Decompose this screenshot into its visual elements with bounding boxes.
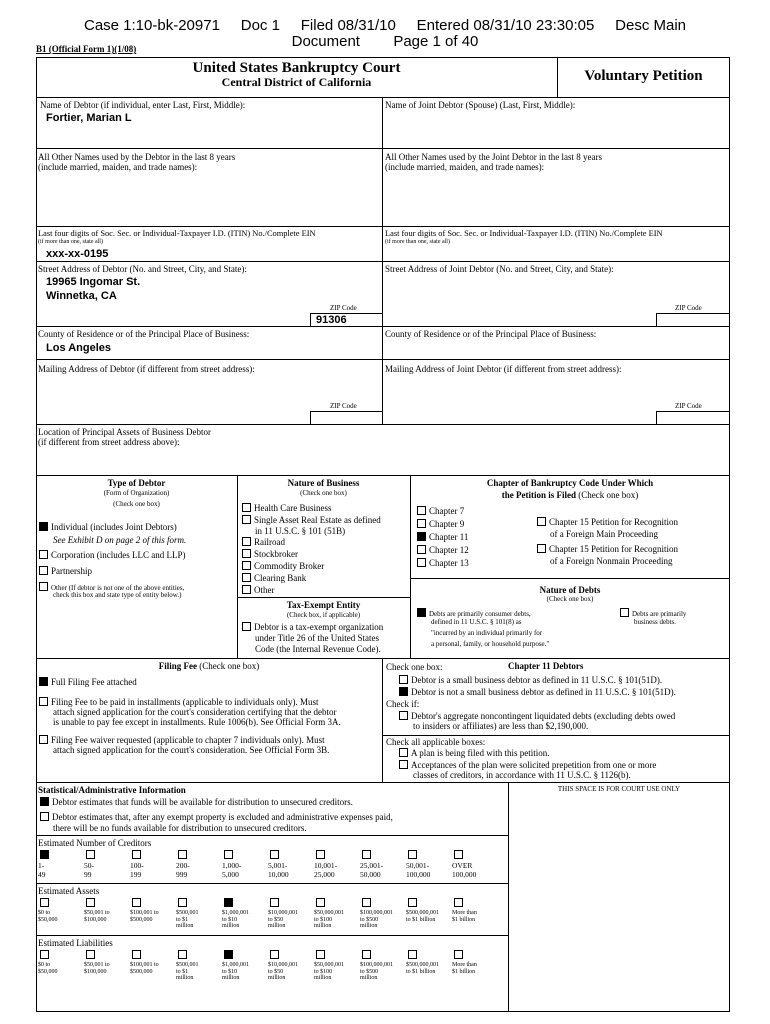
chapter-15-nonmain-checkbox[interactable] bbox=[537, 544, 546, 553]
installments-checkbox[interactable] bbox=[39, 697, 48, 706]
creditors-range-label: OVER bbox=[452, 861, 473, 870]
stockbroker-label: Stockbroker bbox=[254, 549, 298, 559]
liabilities-checkbox[interactable] bbox=[86, 950, 95, 959]
no-funds-l1: Debtor estimates that, after any exempt property is excluded and administrative expenses paid, bbox=[52, 812, 393, 822]
creditors-range-label: 50,000 bbox=[360, 869, 381, 879]
joint-address-label: Street Address of Joint Debtor (No. and Street, City, and State): bbox=[385, 264, 614, 274]
creditors-range-label: 200- bbox=[176, 861, 190, 870]
liabilities-range-label: $1,000,001 bbox=[222, 962, 249, 968]
assets-checkbox[interactable] bbox=[178, 898, 187, 907]
liabilities-range-label: More than bbox=[452, 962, 477, 968]
assets-checkbox[interactable] bbox=[40, 898, 49, 907]
liabilities-range-label: $100,001 to bbox=[130, 962, 159, 968]
creditors-checkbox[interactable] bbox=[362, 850, 371, 859]
debtor-other-names-label: All Other Names used by the Debtor in the last 8 years bbox=[38, 152, 236, 162]
debtor-zip[interactable]: 91306 bbox=[316, 314, 347, 326]
statistical-title: Statistical/Administrative Information bbox=[38, 785, 186, 795]
creditors-checkbox[interactable] bbox=[178, 850, 187, 859]
installments-l3: is unable to pay fee except in installments. Rule 1006(b). See Official Form 3A. bbox=[53, 717, 341, 727]
fee-waiver-l1: Filing Fee waiver requested (applicable to chapter 7 individuals only). Must bbox=[51, 735, 325, 745]
liabilities-range-label: $50,000,001 bbox=[314, 962, 344, 968]
assets-checkbox[interactable] bbox=[86, 898, 95, 907]
nature-debts-sub: (Check one box) bbox=[546, 595, 594, 603]
assets-range-label: to $10 bbox=[222, 916, 238, 923]
debtor-ssn-label: Last four digits of Soc. Sec. or Individual-Taxpayer I.D. (ITIN) No./Complete EIN bbox=[38, 229, 316, 238]
tax-exempt-l3: Code (the Internal Revenue Code). bbox=[255, 644, 381, 654]
liabilities-range-label: to $1 billion bbox=[406, 968, 436, 975]
health-care-checkbox[interactable] bbox=[242, 503, 251, 512]
assets-checkbox[interactable] bbox=[362, 898, 371, 907]
single-asset-checkbox[interactable] bbox=[242, 515, 251, 524]
liabilities-option bbox=[130, 950, 176, 975]
liabilities-checkbox[interactable] bbox=[454, 950, 463, 959]
chapter-13-checkbox[interactable] bbox=[417, 558, 426, 567]
location-label-1: Location of Principal Assets of Business Debtor bbox=[38, 427, 211, 437]
health-care-label: Health Care Business bbox=[254, 503, 332, 513]
creditors-range-label: 100- bbox=[130, 861, 144, 870]
liabilities-option bbox=[176, 950, 222, 982]
liabilities-option bbox=[360, 950, 406, 982]
liabilities-checkbox[interactable] bbox=[224, 950, 233, 959]
chapter-11-checkbox[interactable] bbox=[417, 532, 426, 541]
debtor-address-line1[interactable]: 19965 Ingomar St. bbox=[46, 276, 141, 288]
liabilities-option bbox=[38, 950, 84, 975]
creditors-option bbox=[268, 850, 314, 879]
assets-option bbox=[360, 898, 406, 930]
chapter-9-label: Chapter 9 bbox=[429, 519, 465, 529]
liabilities-option bbox=[452, 950, 498, 975]
creditors-option bbox=[38, 850, 84, 879]
form-id: B1 (Official Form 1)(1/08) bbox=[36, 44, 137, 54]
assets-checkbox[interactable] bbox=[408, 898, 417, 907]
joint-mailing-zip-box bbox=[656, 411, 730, 424]
liabilities-option bbox=[314, 950, 360, 982]
business-debts-l1: Debts are primarily bbox=[632, 610, 687, 618]
tax-exempt-title: Tax-Exempt Entity bbox=[286, 600, 361, 610]
liabilities-checkbox[interactable] bbox=[132, 950, 141, 959]
liabilities-range-label: $50,000 bbox=[38, 968, 58, 975]
commodity-broker-checkbox[interactable] bbox=[242, 561, 251, 570]
debtor-other-names-sub: (include married, maiden, and trade names): bbox=[38, 162, 198, 172]
partnership-checkbox[interactable] bbox=[39, 566, 48, 575]
chapter-15-nonmain-label-2: of a Foreign Nonmain Proceeding bbox=[550, 556, 673, 566]
liabilities-range-label: $500,000,001 bbox=[406, 962, 439, 968]
chapter-12-label: Chapter 12 bbox=[429, 545, 469, 555]
assets-range-label: $50,000,001 bbox=[314, 910, 344, 916]
creditors-option bbox=[452, 850, 498, 879]
ch11-title: Chapter 11 Debtors bbox=[508, 661, 584, 671]
individual-checkbox[interactable] bbox=[39, 522, 48, 531]
creditors-range-label: 49 bbox=[38, 869, 46, 879]
liabilities-range-label: $100,000 bbox=[84, 968, 107, 975]
liabilities-range-label: $50,001 to bbox=[84, 962, 110, 968]
assets-range-label: to $100 bbox=[314, 916, 333, 923]
liabilities-label: Estimated Liabilities bbox=[38, 938, 113, 948]
assets-option bbox=[314, 898, 360, 930]
creditors-range-label: 100,000 bbox=[452, 869, 477, 879]
assets-option bbox=[38, 898, 84, 923]
assets-range-label: to $1 bbox=[176, 916, 189, 923]
corporation-label: Corporation (includes LLC and LLP) bbox=[51, 550, 186, 560]
clearing-bank-checkbox[interactable] bbox=[242, 573, 251, 582]
creditors-option bbox=[84, 850, 130, 879]
liabilities-range-label: $500,000 bbox=[130, 968, 153, 975]
liabilities-range-label: million bbox=[268, 975, 286, 982]
debtor-ssn[interactable]: xxx-xx-0195 bbox=[46, 248, 109, 260]
chapter-title-2: the Petition is Filed bbox=[501, 490, 576, 500]
business-debts-checkbox[interactable] bbox=[620, 608, 629, 617]
joint-ssn-sub: (if more than one, state all) bbox=[385, 239, 450, 245]
consumer-debts-l4: a personal, family, or household purpose." bbox=[431, 640, 550, 648]
business-debts-l2: business debts. bbox=[634, 618, 676, 626]
nature-debts-title: Nature of Debts bbox=[539, 585, 601, 595]
assets-range-label: million bbox=[314, 923, 332, 930]
creditors-checkbox[interactable] bbox=[408, 850, 417, 859]
joint-mailing-zip-label: ZIP Code bbox=[675, 402, 702, 410]
liabilities-option bbox=[84, 950, 130, 975]
consumer-debts-l1: Debts are primarily consumer debts, bbox=[429, 610, 531, 618]
creditors-option bbox=[406, 850, 452, 879]
consumer-debts-l3: "incurred by an individual primarily for bbox=[431, 629, 543, 637]
assets-range-label: $1 billion bbox=[452, 916, 476, 923]
single-asset-label-2: in 11 U.S.C. § 101 (51B) bbox=[255, 526, 346, 536]
creditors-range-label: 50,001- bbox=[406, 861, 430, 870]
liabilities-range-label: million bbox=[314, 975, 332, 982]
assets-option bbox=[222, 898, 268, 930]
aggregate-debts-l1: Debtor's aggregate noncontingent liquidated debts (excluding debts owed bbox=[411, 711, 676, 721]
assets-option bbox=[130, 898, 176, 923]
chapter-13-label: Chapter 13 bbox=[429, 558, 469, 568]
location-label-2: (if different from street address above): bbox=[38, 437, 180, 447]
acceptances-l1: Acceptances of the plan were solicited prepetition from one or more bbox=[411, 760, 657, 770]
assets-option bbox=[452, 898, 498, 923]
liabilities-checkbox[interactable] bbox=[40, 950, 49, 959]
liabilities-option bbox=[222, 950, 268, 982]
assets-range-label: $10,000,001 bbox=[268, 910, 298, 916]
assets-range-label: $100,001 to bbox=[130, 910, 159, 916]
liabilities-range-label: to $10 bbox=[222, 968, 238, 975]
liabilities-option bbox=[268, 950, 314, 982]
assets-range-label: $100,000,001 bbox=[360, 910, 393, 916]
joint-name-label: Name of Joint Debtor (Spouse) (Last, First, Middle): bbox=[385, 100, 576, 110]
chapter-15-nonmain-label-1: Chapter 15 Petition for Recognition bbox=[549, 544, 678, 554]
liabilities-checkbox[interactable] bbox=[316, 950, 325, 959]
court-district: Central District of California bbox=[221, 75, 372, 89]
creditors-checkbox[interactable] bbox=[224, 850, 233, 859]
tax-exempt-l1: Debtor is a tax-exempt organization bbox=[254, 622, 384, 632]
case-header-line1: Case 1:10-bk-20971 Doc 1 Filed 08/31/10 Entered 08/31/10 23:30:05 Desc Main bbox=[83, 17, 687, 34]
chapter-7-checkbox[interactable] bbox=[417, 506, 426, 515]
creditors-range-label: 1,000- bbox=[222, 861, 242, 870]
chapter-15-main-label-2: of a Foreign Main Proceeding bbox=[550, 529, 658, 539]
assets-option bbox=[84, 898, 130, 923]
creditors-label: Estimated Number of Creditors bbox=[38, 838, 152, 848]
chapter-12-checkbox[interactable] bbox=[417, 545, 426, 554]
creditors-checkbox[interactable] bbox=[316, 850, 325, 859]
creditors-range-label: 25,001- bbox=[360, 861, 384, 870]
nature-business-sub: (Check one box) bbox=[300, 489, 347, 497]
joint-mailing-label: Mailing Address of Joint Debtor (if different from street address): bbox=[385, 364, 622, 374]
debtor-name-label: Name of Debtor (if individual, enter Last, First, Middle): bbox=[40, 100, 246, 110]
liabilities-range-label: $500,001 bbox=[176, 962, 199, 968]
liabilities-range-label: million bbox=[222, 975, 240, 982]
liabilities-checkbox[interactable] bbox=[270, 950, 279, 959]
chapter-title-sub: (Check one box) bbox=[578, 490, 639, 500]
chapter-7-label: Chapter 7 bbox=[429, 506, 465, 516]
railroad-label: Railroad bbox=[254, 537, 285, 547]
petition-title: Voluntary Petition bbox=[584, 68, 703, 84]
assets-checkbox[interactable] bbox=[454, 898, 463, 907]
ch11-check-one: Check one box: bbox=[386, 662, 443, 672]
assets-checkbox[interactable] bbox=[316, 898, 325, 907]
assets-checkbox[interactable] bbox=[224, 898, 233, 907]
small-business-label: Debtor is a small business debtor as defined in 11 U.S.C. § 101(51D). bbox=[411, 675, 663, 685]
tax-exempt-sub: (Check box, if applicable) bbox=[286, 611, 361, 619]
liabilities-range-label: $100,000,001 bbox=[360, 962, 393, 968]
creditors-range-label: 1- bbox=[38, 861, 45, 870]
chapter-title-1: Chapter of Bankruptcy Code Under Which bbox=[486, 478, 654, 488]
debtor-name[interactable]: Fortier, Marian L bbox=[46, 112, 132, 124]
assets-range-label: million bbox=[222, 923, 240, 930]
chapter-11-label: Chapter 11 bbox=[429, 532, 469, 542]
creditors-range-label: 10,000 bbox=[268, 869, 289, 879]
creditors-range-label: 999 bbox=[176, 869, 188, 879]
creditors-range-label: 10,001- bbox=[314, 861, 338, 870]
liabilities-range-label: $0 to bbox=[38, 962, 51, 968]
liabilities-range-label: $10,000,001 bbox=[268, 962, 298, 968]
assets-range-label: $500,000 bbox=[130, 916, 153, 923]
liabilities-checkbox[interactable] bbox=[362, 950, 371, 959]
assets-range-label: to $50 bbox=[268, 916, 284, 923]
assets-checkbox[interactable] bbox=[132, 898, 141, 907]
assets-option bbox=[268, 898, 314, 930]
railroad-checkbox[interactable] bbox=[242, 537, 251, 546]
assets-range-label: More than bbox=[452, 910, 477, 916]
tax-exempt-l2: under Title 26 of the United States bbox=[255, 633, 379, 643]
other-business-label: Other bbox=[254, 585, 275, 595]
liabilities-range-label: to $1 bbox=[176, 968, 189, 975]
commodity-broker-label: Commodity Broker bbox=[254, 561, 325, 571]
ch11-check-all: Check all applicable boxes: bbox=[386, 737, 486, 747]
creditors-range-label: 5,000 bbox=[222, 869, 239, 879]
creditors-checkbox[interactable] bbox=[86, 850, 95, 859]
chapter-9-checkbox[interactable] bbox=[417, 519, 426, 528]
assets-range-label: to $1 billion bbox=[406, 916, 436, 923]
no-funds-l2: there will be no funds available for distribution to unsecured creditors. bbox=[53, 823, 307, 833]
plan-filed-label: A plan is being filed with this petition. bbox=[411, 748, 550, 758]
assets-label: Estimated Assets bbox=[38, 886, 100, 896]
installments-l2: attach signed application for the court's consideration certifying that the debtor bbox=[53, 707, 337, 717]
creditors-range-label: 5,001- bbox=[268, 861, 288, 870]
assets-range-label: $1,000,001 bbox=[222, 910, 249, 916]
other-business-checkbox[interactable] bbox=[242, 585, 251, 594]
debtor-mailing-zip-box bbox=[310, 411, 382, 424]
assets-range-label: million bbox=[360, 923, 378, 930]
not-small-business-checkbox[interactable] bbox=[399, 687, 408, 696]
acceptances-l2: classes of creditors, in accordance with 11 U.S.C. § 1126(b). bbox=[413, 770, 631, 780]
creditors-checkbox[interactable] bbox=[270, 850, 279, 859]
partnership-label: Partnership bbox=[51, 566, 92, 576]
joint-ssn-label: Last four digits of Soc. Sec. or Individual-Taxpayer I.D. (ITIN) No./Complete EIN bbox=[385, 229, 663, 238]
liabilities-checkbox[interactable] bbox=[178, 950, 187, 959]
creditors-option bbox=[176, 850, 222, 879]
full-fee-label: Full Filing Fee attached bbox=[51, 677, 137, 687]
creditors-option bbox=[314, 850, 360, 879]
small-business-checkbox[interactable] bbox=[399, 675, 408, 684]
debtor-ssn-sub: (if more than one, state all) bbox=[38, 239, 103, 245]
no-funds-checkbox[interactable] bbox=[40, 812, 49, 821]
liabilities-checkbox[interactable] bbox=[408, 950, 417, 959]
clearing-bank-label: Clearing Bank bbox=[254, 573, 307, 583]
assets-range-label: million bbox=[176, 923, 194, 930]
debtor-mailing-zip-label: ZIP Code bbox=[330, 402, 357, 410]
other-entity-note: check this box and state type of entity below.) bbox=[53, 591, 182, 599]
creditors-range-label: 25,000 bbox=[314, 869, 335, 879]
filing-fee-title: Filing Fee bbox=[158, 661, 197, 671]
other-entity-label: Other (If debtor is not one of the above entities, bbox=[51, 584, 185, 592]
debtor-county-label: County of Residence or of the Principal Place of Business: bbox=[38, 329, 250, 339]
joint-zip-box bbox=[656, 313, 730, 326]
individual-label: Individual (includes Joint Debtors) bbox=[51, 522, 177, 532]
creditors-checkbox[interactable] bbox=[40, 850, 49, 859]
assets-option bbox=[176, 898, 222, 930]
consumer-debts-checkbox[interactable] bbox=[417, 608, 426, 617]
creditors-range-label: 100,000 bbox=[406, 869, 431, 879]
creditors-checkbox[interactable] bbox=[454, 850, 463, 859]
assets-range-label: million bbox=[268, 923, 286, 930]
debtor-address-label: Street Address of Debtor (No. and Street, City, and State): bbox=[38, 264, 247, 274]
stockbroker-checkbox[interactable] bbox=[242, 549, 251, 558]
creditors-option bbox=[360, 850, 406, 879]
creditors-range-label: 199 bbox=[130, 869, 142, 879]
court-use-only: THIS SPACE IS FOR COURT USE ONLY bbox=[557, 785, 681, 793]
filing-fee-sub: (Check one box) bbox=[199, 661, 260, 671]
debtor-address-line2[interactable]: Winnetka, CA bbox=[46, 290, 117, 302]
acceptances-checkbox[interactable] bbox=[399, 760, 408, 769]
not-small-business-label: Debtor is not a small business debtor as defined in 11 U.S.C. § 101(51D). bbox=[411, 687, 676, 697]
other-entity-checkbox[interactable] bbox=[39, 582, 48, 591]
liabilities-range-label: to $50 bbox=[268, 968, 284, 975]
joint-zip-label: ZIP Code bbox=[675, 304, 702, 312]
assets-range-label: $50,000 bbox=[38, 916, 58, 923]
installments-l1: Filing Fee to be paid in installments (applicable to individuals only). Must bbox=[51, 697, 319, 707]
liabilities-option bbox=[406, 950, 452, 975]
liabilities-range-label: million bbox=[360, 975, 378, 982]
joint-other-names-label: All Other Names used by the Joint Debtor in the last 8 years bbox=[385, 152, 602, 162]
funds-available-checkbox[interactable] bbox=[40, 797, 49, 806]
assets-range-label: $500,001 bbox=[176, 910, 199, 916]
joint-county-label: County of Residence or of the Principal Place of Business: bbox=[385, 329, 597, 339]
chapter-15-main-label-1: Chapter 15 Petition for Recognition bbox=[549, 517, 678, 527]
full-fee-checkbox[interactable] bbox=[39, 677, 48, 686]
debtor-mailing-label: Mailing Address of Debtor (if different from street address): bbox=[38, 364, 255, 374]
assets-checkbox[interactable] bbox=[270, 898, 279, 907]
single-asset-label: Single Asset Real Estate as defined bbox=[254, 515, 381, 525]
creditors-range-label: 50- bbox=[84, 861, 94, 870]
case-header-line2: Document Page 1 of 40 bbox=[291, 33, 479, 50]
type-debtor-sub2: (Check one box) bbox=[113, 500, 160, 508]
liabilities-range-label: to $100 bbox=[314, 968, 333, 975]
court-name: United States Bankruptcy Court bbox=[192, 60, 401, 76]
aggregate-debts-checkbox[interactable] bbox=[399, 711, 408, 720]
exhibit-d-note: See Exhibit D on page 2 of this form. bbox=[53, 535, 187, 545]
assets-option bbox=[406, 898, 452, 923]
liabilities-range-label: $1 billion bbox=[452, 968, 476, 975]
assets-range-label: $50,001 to bbox=[84, 910, 110, 916]
type-debtor-sub1: (Form of Organization) bbox=[103, 489, 170, 497]
funds-available-label: Debtor estimates that funds will be available for distribution to unsecured creditors. bbox=[52, 797, 353, 807]
nature-business-title: Nature of Business bbox=[287, 478, 360, 488]
fee-waiver-checkbox[interactable] bbox=[39, 735, 48, 744]
debtor-county[interactable]: Los Angeles bbox=[46, 342, 111, 354]
assets-range-label: $0 to bbox=[38, 910, 51, 916]
tax-exempt-checkbox[interactable] bbox=[242, 622, 251, 631]
plan-filed-checkbox[interactable] bbox=[399, 748, 408, 757]
consumer-debts-l2: defined in 11 U.S.C. § 101(8) as bbox=[431, 618, 522, 626]
liabilities-range-label: million bbox=[176, 975, 194, 982]
corporation-checkbox[interactable] bbox=[39, 550, 48, 559]
debtor-zip-label: ZIP Code bbox=[330, 304, 357, 312]
creditors-option bbox=[222, 850, 268, 879]
assets-range-label: $100,000 bbox=[84, 916, 107, 923]
creditors-option bbox=[130, 850, 176, 879]
liabilities-range-label: to $500 bbox=[360, 968, 379, 975]
chapter-15-main-checkbox[interactable] bbox=[537, 517, 546, 526]
assets-range-label: to $500 bbox=[360, 916, 379, 923]
creditors-checkbox[interactable] bbox=[132, 850, 141, 859]
aggregate-debts-l2: to insiders or affiliates) are less than $2,190,000. bbox=[413, 721, 589, 731]
fee-waiver-l2: attach signed application for the court's consideration. See Official Form 3B. bbox=[53, 745, 330, 755]
creditors-range-label: 99 bbox=[84, 869, 92, 879]
type-debtor-title: Type of Debtor bbox=[107, 478, 166, 488]
joint-other-names-sub: (include married, maiden, and trade names): bbox=[385, 162, 545, 172]
ch11-check-if: Check if: bbox=[386, 699, 420, 709]
assets-range-label: $500,000,001 bbox=[406, 910, 439, 916]
